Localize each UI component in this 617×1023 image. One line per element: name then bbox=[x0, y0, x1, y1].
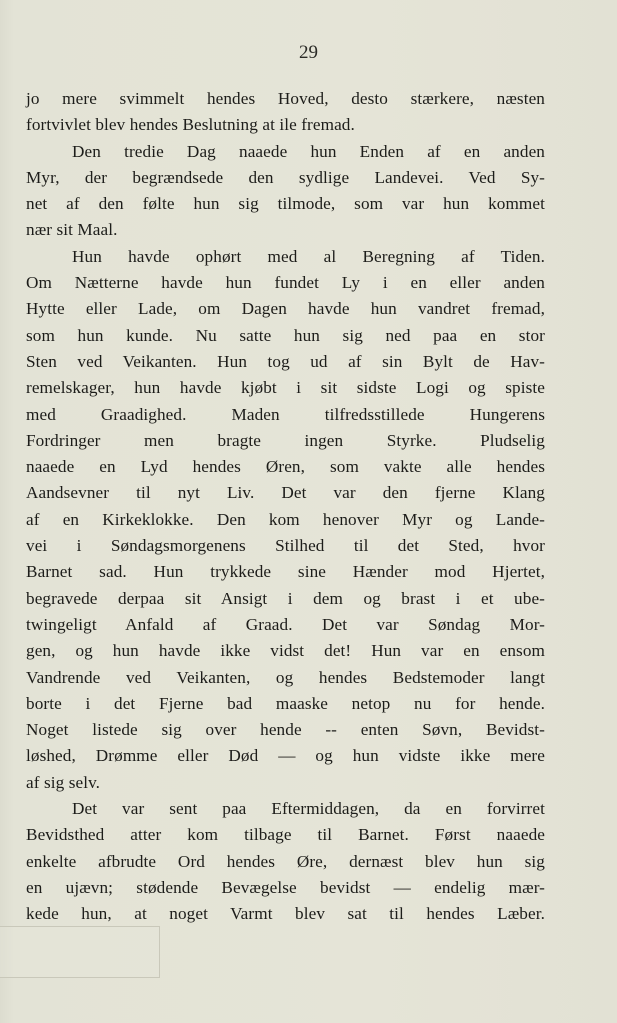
text-line: remelskager, hun havde kjøbt i sit sidste Logi og spiste bbox=[26, 378, 545, 398]
text-line: Myr, der begrændsede den sydlige Landevei. Ved Sy- bbox=[26, 167, 545, 187]
text-line: vei i Søndagsmorgenens Stilhed til det Sted, hvor bbox=[26, 536, 545, 556]
text-line: Om Nætterne havde hun fundet Ly i en eller anden bbox=[26, 273, 545, 293]
text-line: Det var sent paa Eftermiddagen, da en forvirret bbox=[72, 799, 545, 819]
text-line: løshed, Drømme eller Død — og hun vidste ikke mere bbox=[26, 746, 545, 766]
text-line: naaede en Lyd hendes Øren, som vakte alle hendes bbox=[26, 457, 545, 477]
text-line: jo mere svimmelt hendes Hoved, desto stærkere, næsten bbox=[26, 89, 545, 108]
text-line: som hun kunde. Nu satte hun sig ned paa en stor bbox=[26, 325, 545, 345]
page-number: 29 bbox=[299, 42, 318, 63]
text-line: med Graadighed. Maden tilfredsstillede Hungerens bbox=[26, 404, 545, 424]
text-line: Den tredie Dag naaede hun Enden af en anden bbox=[72, 141, 545, 161]
text-line: enkelte afbrudte Ord hendes Øre, dernæst blev hun sig bbox=[26, 851, 545, 871]
text-line: net af den følte hun sig tilmode, som var hun kommet bbox=[26, 194, 545, 214]
pasted-paper-patch bbox=[0, 926, 160, 978]
text-line: Barnet sad. Hun trykkede sine Hænder mod Hjertet, bbox=[26, 562, 545, 582]
text-line: nær sit Maal. bbox=[26, 220, 118, 240]
text-line: Aandsevner til nyt Liv. Det var den fjerne Klang bbox=[26, 483, 545, 503]
text-line: twingeligt Anfald af Graad. Det var Søndag Mor- bbox=[26, 614, 545, 634]
text-line: Bevidsthed atter kom tilbage til Barnet. Først naaede bbox=[26, 825, 545, 845]
text-line: Hun havde ophørt med al Beregning af Tiden. bbox=[72, 246, 545, 266]
text-line: gen, og hun havde ikke vidst det! Hun var en ensom bbox=[26, 641, 545, 661]
text-line: Hytte eller Lade, om Dagen havde hun vandret fremad, bbox=[26, 299, 545, 319]
text-line: af sig selv. bbox=[26, 772, 101, 792]
text-line: fortvivlet blev hendes Beslutning at ile fremad. bbox=[26, 115, 355, 135]
text-line: kede hun, at noget Varmt blev sat til hendes Læber. bbox=[26, 904, 545, 924]
body-text bbox=[26, 86, 545, 928]
text-line: Vandrende ved Veikanten, og hendes Bedstemoder langt bbox=[26, 667, 545, 687]
text-line: Noget listede sig over hende -- enten Søvn, Bevidst- bbox=[26, 720, 545, 740]
text-line: Sten ved Veikanten. Hun tog ud af sin Bylt de Hav- bbox=[26, 351, 545, 371]
text-line: en ujævn; stødende Bevægelse bevidst — endelig mær- bbox=[26, 877, 545, 897]
text-line: begravede derpaa sit Ansigt i dem og brast i et ube- bbox=[26, 588, 545, 608]
text-line: borte i det Fjerne bad maaske netop nu for hende. bbox=[26, 693, 545, 713]
text-line: af en Kirkeklokke. Den kom henover Myr og Lande- bbox=[26, 509, 545, 529]
text-line: Fordringer men bragte ingen Styrke. Pludselig bbox=[26, 430, 545, 450]
